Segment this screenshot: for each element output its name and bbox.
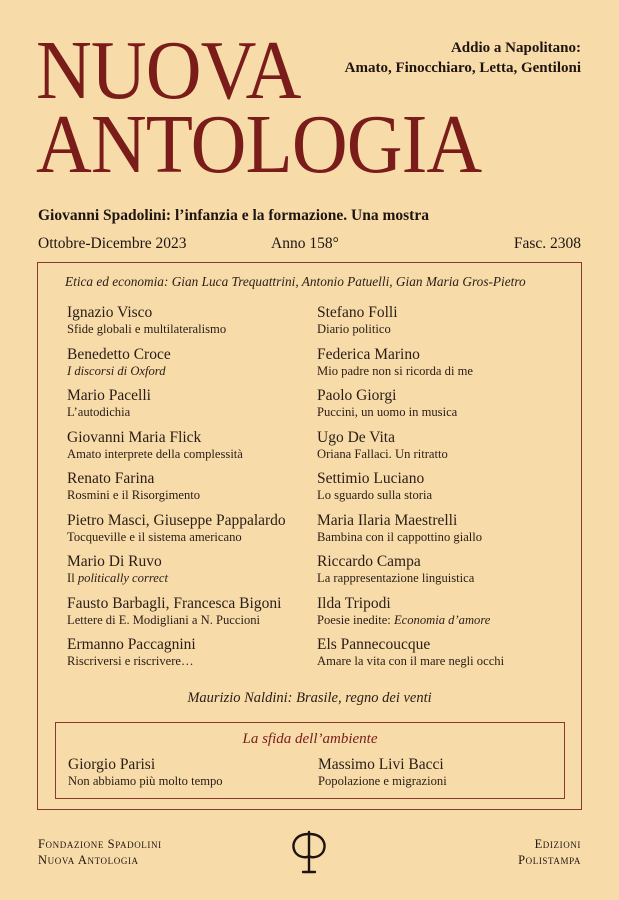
entry-title: La rappresentazione linguistica xyxy=(317,571,475,585)
masthead-line2: ANTOLOGIA xyxy=(36,98,482,191)
footer-right-line1: Edizioni xyxy=(534,837,581,851)
intro-line: Etica ed economia: Gian Luca Trequattrini, Antonio Patuelli, Gian Maria Gros-Pietro xyxy=(65,274,526,289)
section-box xyxy=(55,722,565,799)
footer-right-line2: Polistampa xyxy=(518,853,581,867)
entry-title: Bambina con il cappottino giallo xyxy=(317,529,483,544)
entry-author: Fausto Barbagli, Francesca Bigoni xyxy=(67,594,282,612)
section-entry xyxy=(318,756,447,789)
entry-author: Ugo De Vita xyxy=(317,428,395,446)
entry-author: Maria Ilaria Maestrelli xyxy=(317,511,458,529)
entry-title: I discorsi di Oxford xyxy=(67,363,166,378)
entry-title: Sfide globali e multilateralismo xyxy=(67,322,227,336)
contents-entry xyxy=(317,636,504,678)
entry-author: Mario Pacelli xyxy=(67,387,151,404)
section-title: La sfida dell’ambiente xyxy=(242,731,378,747)
entry-title: Oriana Fallaci. Un ritratto xyxy=(317,446,448,461)
issue-info xyxy=(38,235,581,253)
footer-left-line2: Nuova Antologia xyxy=(38,853,139,867)
entry-author: Ermanno Paccagnini xyxy=(67,636,196,653)
entry-author: Stefano Folli xyxy=(317,304,398,321)
contents-entry xyxy=(317,346,504,388)
entry-author: Paolo Giorgi xyxy=(317,387,397,404)
entry-title: Il politically correct xyxy=(67,571,168,585)
entry-title: Rosmini e il Risorgimento xyxy=(67,488,201,502)
polistampa-logo-icon xyxy=(287,826,331,876)
issue-year: Anno 158° xyxy=(271,235,339,252)
entry-author: Settimio Luciano xyxy=(317,470,425,487)
issue-period: Ottobre-Dicembre 2023 xyxy=(38,235,187,252)
entry-title: L’autodichia xyxy=(67,405,131,419)
entry-title: Puccini, un uomo in musica xyxy=(317,405,458,419)
entry-title: Amato interprete della complessità xyxy=(67,446,243,461)
closing-line: Maurizio Naldini: Brasile, regno dei venti xyxy=(187,690,432,706)
entry-author: Ilda Tripodi xyxy=(317,594,391,612)
subtitle: Giovanni Spadolini: l’infanzia e la formazione. Una mostra xyxy=(38,207,429,224)
entry-author: Mario Di Ruvo xyxy=(67,553,162,570)
contents-entry xyxy=(317,387,504,429)
contents-entry xyxy=(67,346,286,388)
entry-title: Lo sguardo sulla storia xyxy=(317,488,433,502)
contents-entry xyxy=(67,304,286,346)
contents-entry xyxy=(317,595,504,637)
entry-title: Lettere di E. Modigliani a N. Puccioni xyxy=(67,612,261,627)
headline-line2: Amato, Finocchiaro, Letta, Gentiloni xyxy=(344,60,581,76)
entry-title: Tocqueville e il sistema americano xyxy=(67,529,242,544)
contents-entry xyxy=(317,429,504,471)
entry-author: Massimo Livi Bacci xyxy=(318,756,444,773)
issue-fascicle: Fasc. 2308 xyxy=(513,235,581,252)
contents-entry xyxy=(317,304,504,346)
masthead-line1: NUOVA xyxy=(36,24,301,117)
contents-entry xyxy=(317,470,504,512)
contents-entry xyxy=(67,512,286,554)
entry-title: Poesie inedite: Economia d’amore xyxy=(317,612,491,627)
footer-foundation xyxy=(38,836,162,868)
contents-entry xyxy=(317,553,504,595)
contents-entry xyxy=(67,636,286,678)
entry-author: Riccardo Campa xyxy=(317,553,421,570)
entry-title: Non abbiamo più molto tempo xyxy=(68,774,223,788)
contents-entry xyxy=(317,512,504,554)
entry-title: Riscriversi e riscrivere… xyxy=(67,654,194,668)
entry-author: Pietro Masci, Giuseppe Pappalardo xyxy=(67,511,286,529)
entry-author: Benedetto Croce xyxy=(67,345,171,363)
entry-title: Amare la vita con il mare negli occhi xyxy=(317,654,505,668)
entry-title: Diario politico xyxy=(317,322,391,336)
entry-title: Mio padre non si ricorda di me xyxy=(317,363,473,378)
entry-author: Renato Farina xyxy=(67,470,155,487)
entry-author: Ignazio Visco xyxy=(67,304,153,321)
contents-entry xyxy=(67,470,286,512)
contents-left-column xyxy=(67,304,286,678)
contents-entry xyxy=(67,429,286,471)
headline xyxy=(345,38,581,78)
contents-frame xyxy=(37,262,582,810)
entry-author: Federica Marino xyxy=(317,345,420,363)
entry-author: Giorgio Parisi xyxy=(68,756,156,773)
contents-entry xyxy=(67,595,286,637)
footer-publisher xyxy=(518,836,581,868)
entry-author: Els Pannecoucque xyxy=(317,636,431,653)
contents-entry xyxy=(67,553,286,595)
headline-line1: Addio a Napolitano: xyxy=(450,40,581,56)
section-entry xyxy=(68,756,223,789)
entry-author: Giovanni Maria Flick xyxy=(67,428,202,446)
contents-right-column xyxy=(317,304,504,678)
contents-entry xyxy=(67,387,286,429)
entry-title: Popolazione e migrazioni xyxy=(318,774,447,788)
footer-left-line1: Fondazione Spadolini xyxy=(38,837,162,851)
